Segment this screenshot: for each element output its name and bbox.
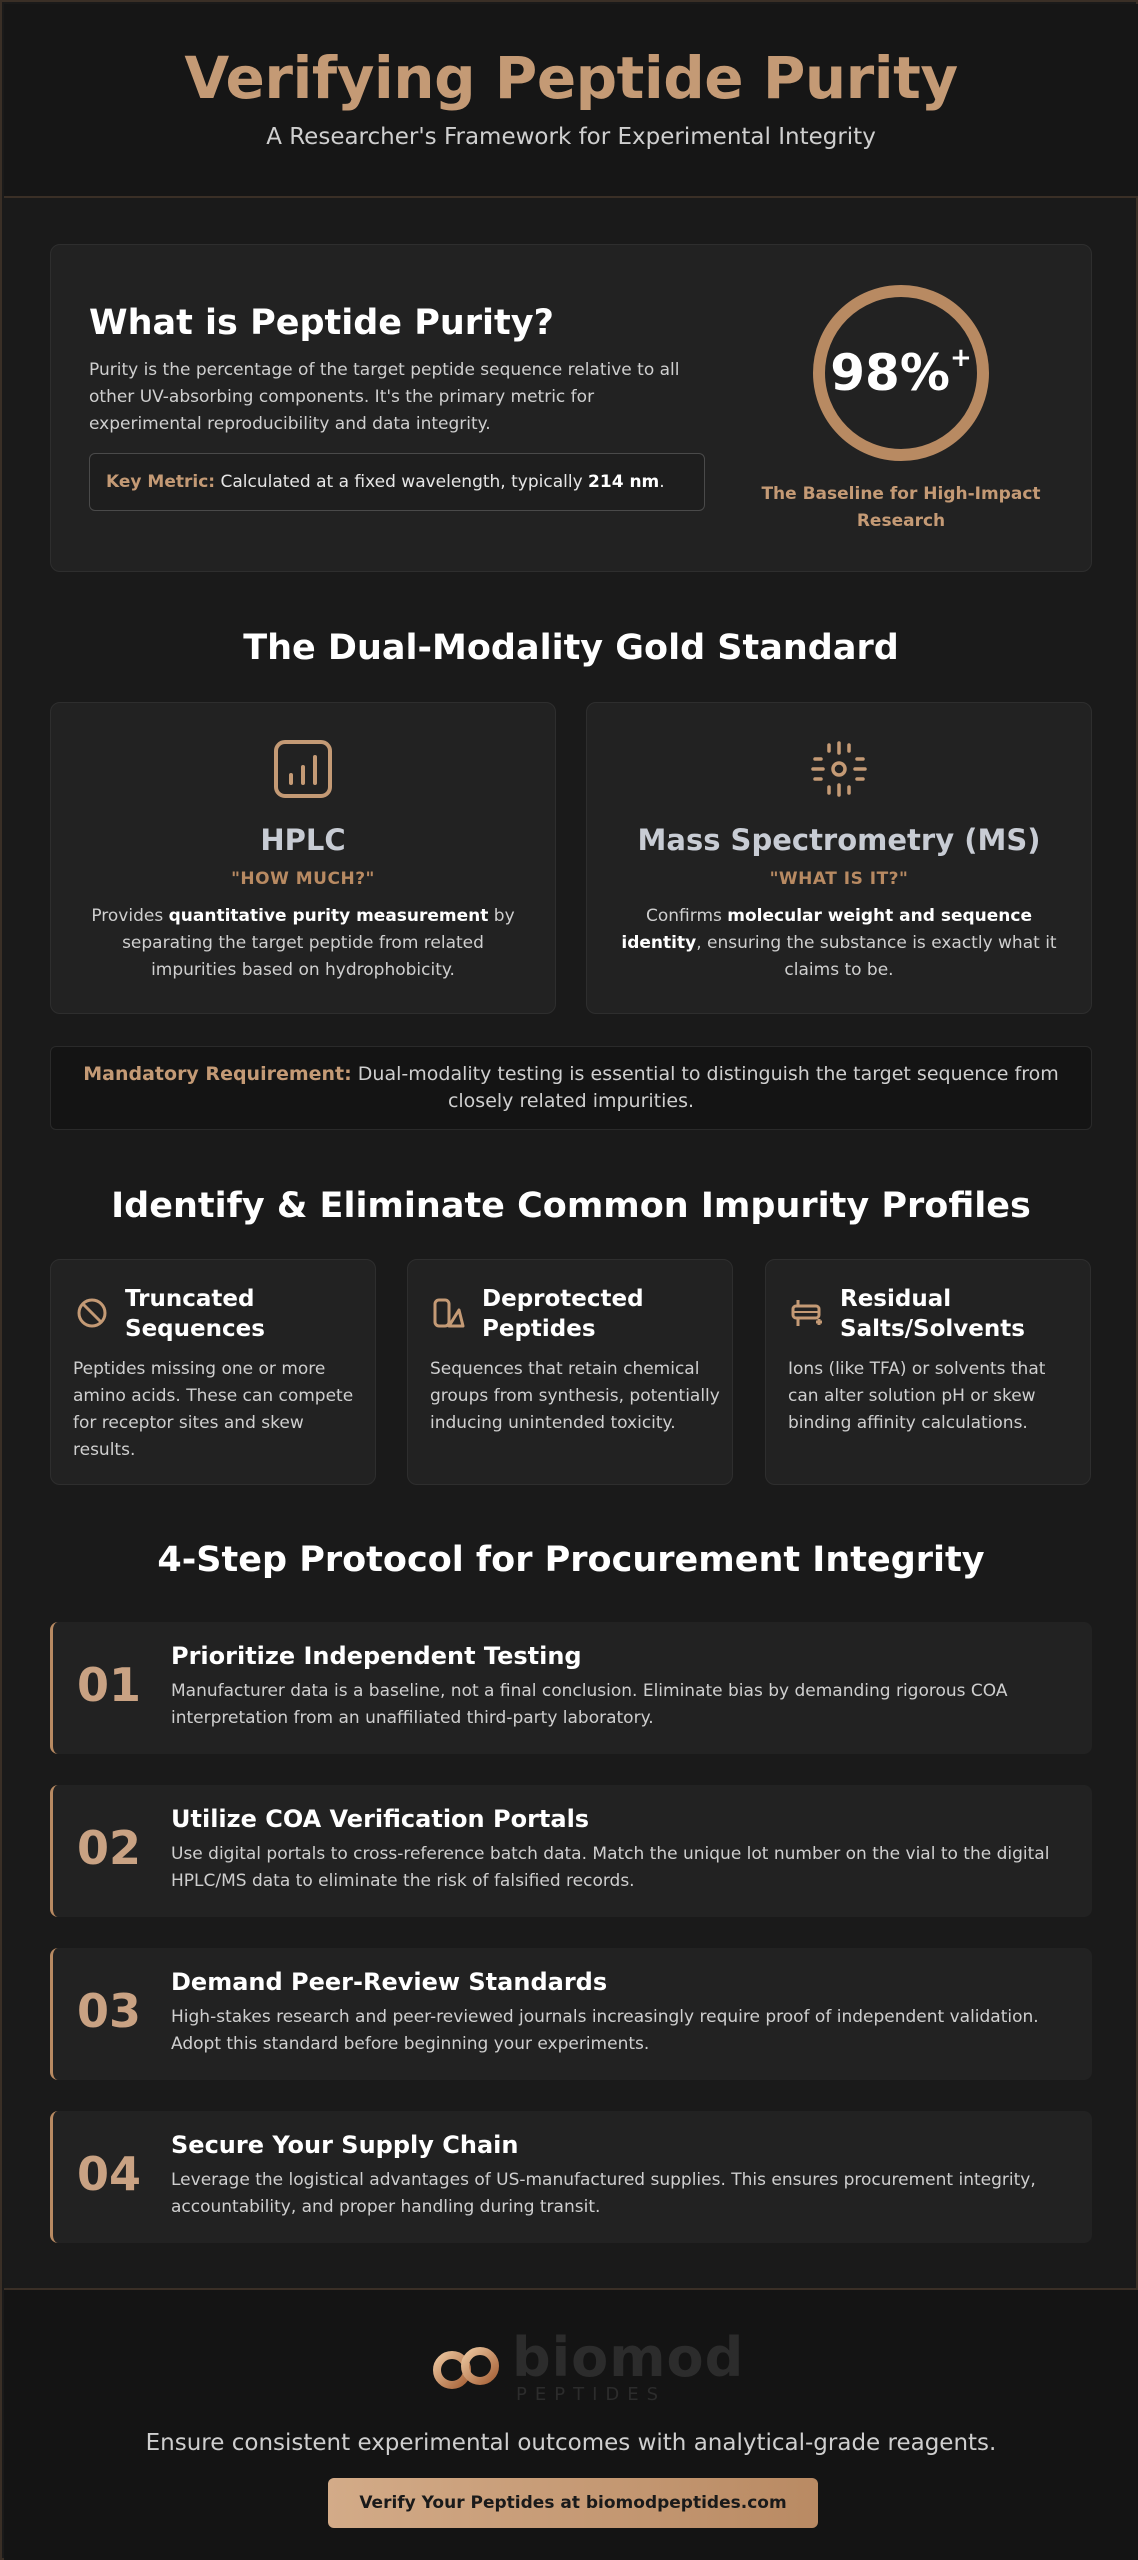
step-text: Leverage the logistical advantages of US-manufactured supplies. This ensures procurement integrity, accountability, and proper handling during transit. xyxy=(171,2170,1036,2217)
molecule-icon xyxy=(809,739,869,799)
protocol-section-title: 4-Step Protocol for Procurement Integrity xyxy=(157,1540,985,1580)
impurity-card xyxy=(50,1259,376,1485)
hplc-question: "HOW MUCH?" xyxy=(231,869,375,889)
brand-logo xyxy=(428,2326,745,2406)
key-metric-text: Calculated at a fixed wavelength, typically xyxy=(220,472,583,492)
logo-word: biomod xyxy=(512,2326,745,2389)
flask-icon xyxy=(790,1296,824,1330)
protocol-step xyxy=(50,1948,1092,2080)
step-text: Manufacturer data is a baseline, not a final conclusion. Eliminate bias by demanding rigorous COA interpretation from an unaffiliated third-party laboratory. xyxy=(171,1681,1008,1728)
bp-monogram-icon xyxy=(428,2326,508,2406)
protocol-step xyxy=(50,1785,1092,1917)
impurity-text: Peptides missing one or more amino acids. These can compete for receptor sites and skew results. xyxy=(73,1359,354,1460)
page-title: Verifying Peptide Purity xyxy=(184,44,958,112)
protocol-step xyxy=(50,1622,1092,1754)
step-title: Utilize COA Verification Portals xyxy=(171,1805,590,1833)
mandatory-label: Mandatory Requirement: xyxy=(83,1063,352,1085)
impurity-card xyxy=(407,1259,733,1485)
hplc-card xyxy=(50,702,556,1014)
footer-tagline: Ensure consistent experimental outcomes with analytical-grade reagents. xyxy=(145,2430,997,2456)
key-metric-value: 214 nm xyxy=(588,472,660,492)
mandatory-text: Dual-modality testing is essential to distinguish the target sequence from closely related impurities. xyxy=(357,1063,1059,1112)
ms-card xyxy=(586,702,1092,1014)
page-subtitle: A Researcher's Framework for Experimental Integrity xyxy=(266,124,876,150)
impurity-section-title: Identify & Eliminate Common Impurity Profiles xyxy=(111,1186,1031,1226)
key-metric-box xyxy=(89,453,705,511)
step-title: Prioritize Independent Testing xyxy=(171,1642,582,1670)
logo-sub: PEPTIDES xyxy=(516,2384,667,2405)
impurity-title: Residual Salts/Solvents xyxy=(840,1286,1025,1342)
hplc-title: HPLC xyxy=(260,823,346,857)
key-metric-label: Key Metric: xyxy=(106,472,216,492)
mandatory-requirement xyxy=(50,1046,1092,1130)
footer xyxy=(4,2288,1138,2560)
impurity-title: Deprotected Peptides xyxy=(482,1286,644,1342)
shapes-icon xyxy=(432,1296,466,1330)
step-text: Use digital portals to cross-reference batch data. Match the unique lot number on the vial to the digital HPLC/MS data to eliminate the risk of falsified records. xyxy=(171,1844,1050,1891)
protocol-step xyxy=(50,2111,1092,2243)
step-title: Demand Peer-Review Standards xyxy=(171,1968,608,1996)
ms-question: "WHAT IS IT?" xyxy=(769,869,909,889)
step-text: High-stakes research and peer-reviewed journals increasingly require proof of independent validation. Adopt this standard before beginning your experiments. xyxy=(171,2007,1039,2054)
ban-icon xyxy=(75,1296,109,1330)
key-metric-end: . xyxy=(659,472,665,492)
purity-ring-sup: + xyxy=(949,343,972,374)
ms-description: Confirms molecular weight and sequence identity, ensuring the substance is exactly what it claims to be. xyxy=(621,906,1057,980)
step-number: 02 xyxy=(77,1821,142,1875)
verify-cta-button[interactable]: Verify Your Peptides at biomodpeptides.com xyxy=(328,2478,818,2528)
purity-ring-value: 98%+ xyxy=(830,343,972,402)
purity-ring xyxy=(813,285,989,461)
step-number: 04 xyxy=(77,2147,142,2201)
baseline-caption: The Baseline for High-Impact Research xyxy=(761,484,1041,531)
header xyxy=(4,4,1138,198)
purity-card xyxy=(50,244,1092,572)
bar-chart-icon xyxy=(273,739,333,799)
step-number: 03 xyxy=(77,1984,142,2038)
impurity-text: Sequences that retain chemical groups from synthesis, potentially inducing unintended toxicity. xyxy=(430,1359,720,1433)
purity-heading: What is Peptide Purity? xyxy=(89,303,554,343)
ms-title: Mass Spectrometry (MS) xyxy=(637,823,1041,857)
step-number: 01 xyxy=(77,1658,142,1712)
purity-description: Purity is the percentage of the target peptide sequence relative to all other UV-absorbing components. It's the primary metric for experimental reproducibility and data integrity. xyxy=(89,360,680,434)
step-title: Secure Your Supply Chain xyxy=(171,2131,519,2159)
impurity-title: Truncated Sequences xyxy=(125,1286,265,1342)
dual-section-title: The Dual-Modality Gold Standard xyxy=(243,628,899,668)
impurity-card xyxy=(765,1259,1091,1485)
impurity-text: Ions (like TFA) or solvents that can alter solution pH or skew binding affinity calculations. xyxy=(788,1359,1046,1433)
hplc-description: Provides quantitative purity measurement by separating the target peptide from related impurities based on hydrophobicity. xyxy=(91,906,515,980)
